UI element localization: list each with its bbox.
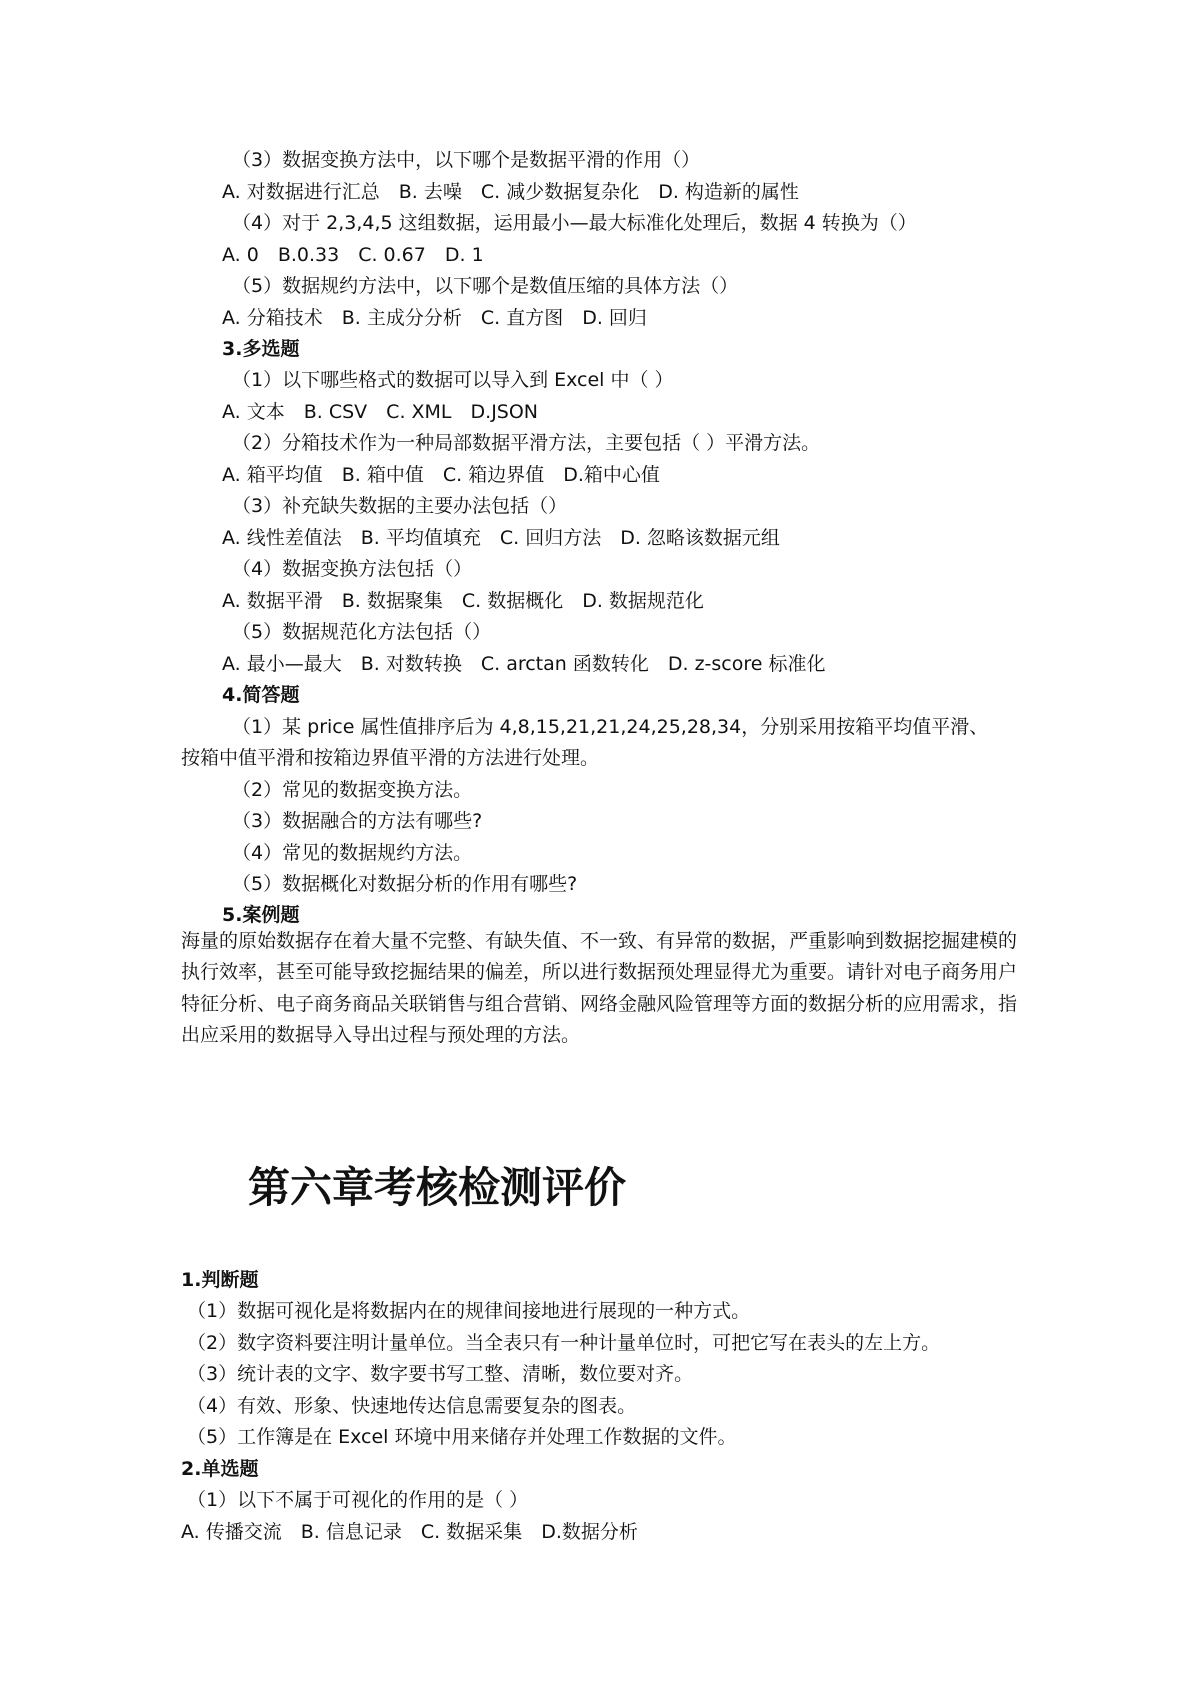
section-heading-multi-choice: 3.多选题 [222,338,300,360]
short-question-2: （2）常见的数据变换方法。 [232,779,473,801]
question-5-options: A. 分箱技术 B. 主成分分析 C. 直方图 D. 回归 [222,307,647,329]
judgement-question-5: （5）工作簿是在 Excel 环境中用来储存并处理工作数据的文件。 [187,1426,737,1448]
question-4-stem: （4）对于 2,3,4,5 这组数据，运用最小—最大标准化处理后，数据 4 转换为（） [232,212,917,234]
multi-question-5-stem: （5）数据规范化方法包括（） [232,621,492,643]
question-5-stem: （5）数据规约方法中，以下哪个是数值压缩的具体方法（） [232,275,739,297]
short-question-3: （3）数据融合的方法有哪些? [232,810,483,832]
question-3-stem: （3）数据变换方法中，以下哪个是数据平滑的作用（） [232,149,701,171]
multi-question-4-stem: （4）数据变换方法包括（） [232,558,473,580]
single-question-1-options: A. 传播交流 B. 信息记录 C. 数据采集 D.数据分析 [181,1521,638,1543]
multi-question-2-stem: （2）分箱技术作为一种局部数据平滑方法，主要包括（ ）平滑方法。 [232,432,821,454]
question-3-options: A. 对数据进行汇总 B. 去噪 C. 减少数据复杂化 D. 构造新的属性 [222,181,799,203]
section-heading-single-choice: 2.单选题 [181,1458,259,1480]
judgement-question-1: （1）数据可视化是将数据内在的规律间接地进行展现的一种方式。 [187,1300,751,1322]
section-heading-short-answer: 4.简答题 [222,684,300,706]
single-question-1-stem: （1）以下不属于可视化的作用的是（ ） [187,1489,529,1511]
multi-question-2-options: A. 箱平均值 B. 箱中值 C. 箱边界值 D.箱中心值 [222,464,660,486]
multi-question-1-stem: （1）以下哪些格式的数据可以导入到 Excel 中（ ） [232,369,674,391]
short-question-1-line1: （1）某 price 属性值排序后为 4,8,15,21,21,24,25,28,34，分别采用按箱平均值平滑、 [232,716,989,738]
question-4-options: A. 0 B.0.33 C. 0.67 D. 1 [222,244,484,266]
multi-question-5-options: A. 最小—最大 B. 对数转换 C. arctan 函数转化 D. z-score 标准化 [222,653,826,675]
case-paragraph: 海量的原始数据存在着大量不完整、有缺失值、不一致、有异常的数据，严重影响到数据挖掘建模的执行效率，甚至可能导致挖掘结果的偏差，所以进行数据预处理显得尤为重要。请针对电子商务用户特征分析、电子商务商品关联销售与组合营销、网络金融风险管理等方面的数据分析的应用需求，指出应采用的数据导入导出过程与预处理的方法。 [181,930,1018,1046]
short-question-1-line2: 按箱中值平滑和按箱边界值平滑的方法进行处理。 [181,747,600,769]
section-heading-judgement: 1.判断题 [181,1269,259,1291]
judgement-question-2: （2）数字资料要注明计量单位。当全表只有一种计量单位时，可把它写在表头的左上方。 [187,1332,941,1354]
chapter-title: 第六章考核检测评价 [248,1163,627,1212]
multi-question-3-options: A. 线性差值法 B. 平均值填充 C. 回归方法 D. 忽略该数据元组 [222,527,780,549]
multi-question-3-stem: （3）补充缺失数据的主要办法包括（） [232,495,568,517]
judgement-question-4: （4）有效、形象、快速地传达信息需要复杂的图表。 [187,1395,637,1417]
multi-question-4-options: A. 数据平滑 B. 数据聚集 C. 数据概化 D. 数据规范化 [222,590,704,612]
short-question-5: （5）数据概化对数据分析的作用有哪些? [232,873,578,895]
section-heading-case: 5.案例题 [222,904,300,926]
short-question-4: （4）常见的数据规约方法。 [232,842,473,864]
multi-question-1-options: A. 文本 B. CSV C. XML D.JSON [222,401,539,423]
judgement-question-3: （3）统计表的文字、数字要书写工整、清晰，数位要对齐。 [187,1363,694,1385]
